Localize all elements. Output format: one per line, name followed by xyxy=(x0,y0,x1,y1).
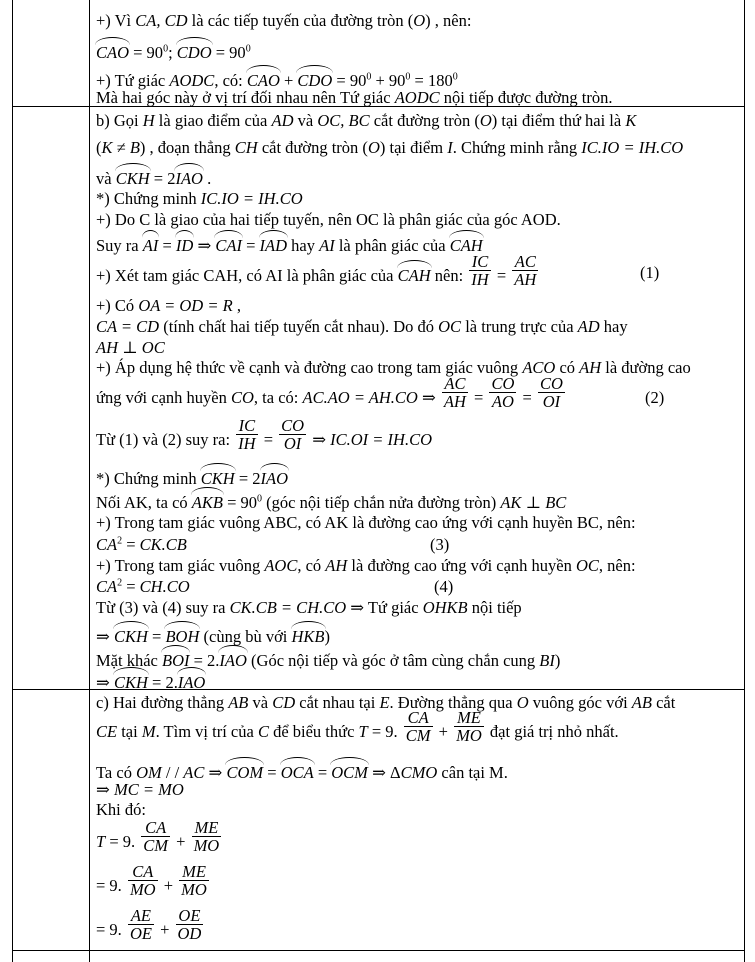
part-b-question-3: và CKH = 2IAO . xyxy=(96,166,211,188)
part-b-line-s1: *) Chứng minh IC.IO = IH.CO xyxy=(96,189,303,208)
table-right-border xyxy=(744,0,745,962)
equation-tag-1: (1) xyxy=(640,263,660,282)
part-b-line-s17: Từ (3) và (4) suy ra CK.CB = CH.CO ⇒ Tứ giác OHKB nội tiếp xyxy=(96,598,522,617)
part-b-line-s6: CA = CD (tính chất hai tiếp tuyến cắt nhau). Do đó OC là trung trực của AD hay xyxy=(96,317,628,336)
part-b-line-s2: +) Do C là giao của hai tiếp tuyến, nên OC là phân giác của góc AOD. xyxy=(96,210,561,229)
part-c-line-s3: Khi đó: xyxy=(96,800,146,819)
part-a-line-4: Mà hai góc này ở vị trí đối nhau nên Tứ giác AODC nội tiếp được đường tròn. xyxy=(96,88,613,107)
table-left-border xyxy=(12,0,13,962)
equation-tag-2: (2) xyxy=(645,388,665,407)
part-a-line-2: CAO = $90^0$; CDO = $90^0$ xyxy=(96,40,251,62)
part-c-question-2: CE tại M. Tìm vị trí của C để biểu thức T = 9. $\frac{CA}{CM}$ + $\frac{ME}{MO}$ đạt giá trị nhỏ nhất. xyxy=(96,707,619,745)
part-a-line-3: +) Tứ giác AODC, có: CAO + CDO = $90^0 + 90^0 = 180^0$ xyxy=(96,68,458,90)
part-c-line-s1: Ta có OM / / AC ⇒ COM = OCA = OCM ⇒ ΔCMO cân tại M. xyxy=(96,760,508,782)
part-b-line-s16: $CA^2 = CH.CO$ xyxy=(96,577,190,596)
part-b-line-s20: ⇒ CKH = 2.IAO xyxy=(96,670,205,692)
part-c-line-s4: T = 9. $\frac{CA}{CM}$ + $\frac{ME}{MO}$ xyxy=(96,817,220,855)
equation-tag-3: (3) xyxy=(430,535,450,554)
part-b-line-s5: +) Có OA = OD = R , xyxy=(96,296,241,315)
part-b-line-s4: +) Xét tam giác CAH, có AI là phân giác của CAH nên: $\frac{IC}{IH}$ = $\frac{AC}{AH}$ xyxy=(96,251,537,289)
part-b-line-s7: AH ⊥ OC xyxy=(96,338,165,357)
part-b-line-s11: *) Chứng minh CKH = 2IAO xyxy=(96,466,288,488)
part-b-line-s14: $CA^2 = CK.CB$ xyxy=(96,535,187,554)
part-b-line-s9: ứng với cạnh huyền CO, ta có: AC.AO = AH.CO ⇒ $\frac{AC}{AH}$ = $\frac{CO}{AO}$ = $\frac{CO}{OI}$ xyxy=(96,373,563,411)
part-b-line-s18: ⇒ CKH = BOH (cùng bù với HKB) xyxy=(96,624,330,646)
part-b-line-s15: +) Trong tam giác vuông AOC, có AH là đường cao ứng với cạnh huyền OC, nên: xyxy=(96,556,636,575)
equation-tag-4: (4) xyxy=(434,577,454,596)
part-b-line-s12: Nối AK, ta có AKB = $90^0$ (góc nội tiếp chắn nửa đường tròn) AK ⊥ BC xyxy=(96,490,566,512)
part-b-line-s8: +) Áp dụng hệ thức về cạnh và đường cao trong tam giác vuông ACO có AH là đường cao xyxy=(96,358,691,377)
part-b-question-2: (K ≠ B) , đoạn thẳng CH cắt đường tròn (O) tại điểm I. Chứng minh rằng IC.IO = IH.CO xyxy=(96,138,684,157)
part-c-line-s2: ⇒ MC = MO xyxy=(96,780,184,799)
table-column-divider xyxy=(89,0,90,962)
part-a-line-1: +) Vì CA, CD là các tiếp tuyến của đường tròn (O) , nên: xyxy=(96,11,472,30)
part-b-line-s10: Từ (1) và (2) suy ra: $\frac{IC}{IH}$ = $\frac{CO}{OI}$ ⇒ IC.OI = IH.CO xyxy=(96,415,433,453)
part-b-question-1: b) Gọi H là giao điểm của AD và OC, BC cắt đường tròn (O) tại điểm thứ hai là K xyxy=(96,111,637,130)
part-b-line-s3: Suy ra AI = ID ⇒ CAI = IAD hay AI là phân giác của CAH xyxy=(96,233,483,255)
part-b-line-s13: +) Trong tam giác vuông ABC, có AK là đường cao ứng với cạnh huyền BC, nên: xyxy=(96,513,636,532)
part-c-line-s6: = 9. $\frac{AE}{OE}$ + $\frac{OE}{OD}$ xyxy=(96,905,202,943)
part-b-line-s19: Mặt khác BOI = 2.IAO (Góc nội tiếp và góc ở tâm cùng chắn cung BI) xyxy=(96,648,560,670)
part-c-line-s5: = 9. $\frac{CA}{MO}$ + $\frac{ME}{MO}$ xyxy=(96,861,207,899)
part-c-question-1: c) Hai đường thẳng AB và CD cắt nhau tại E. Đường thẳng qua O vuông góc với AB cắt xyxy=(96,693,676,712)
table-bottom-border xyxy=(12,950,745,951)
